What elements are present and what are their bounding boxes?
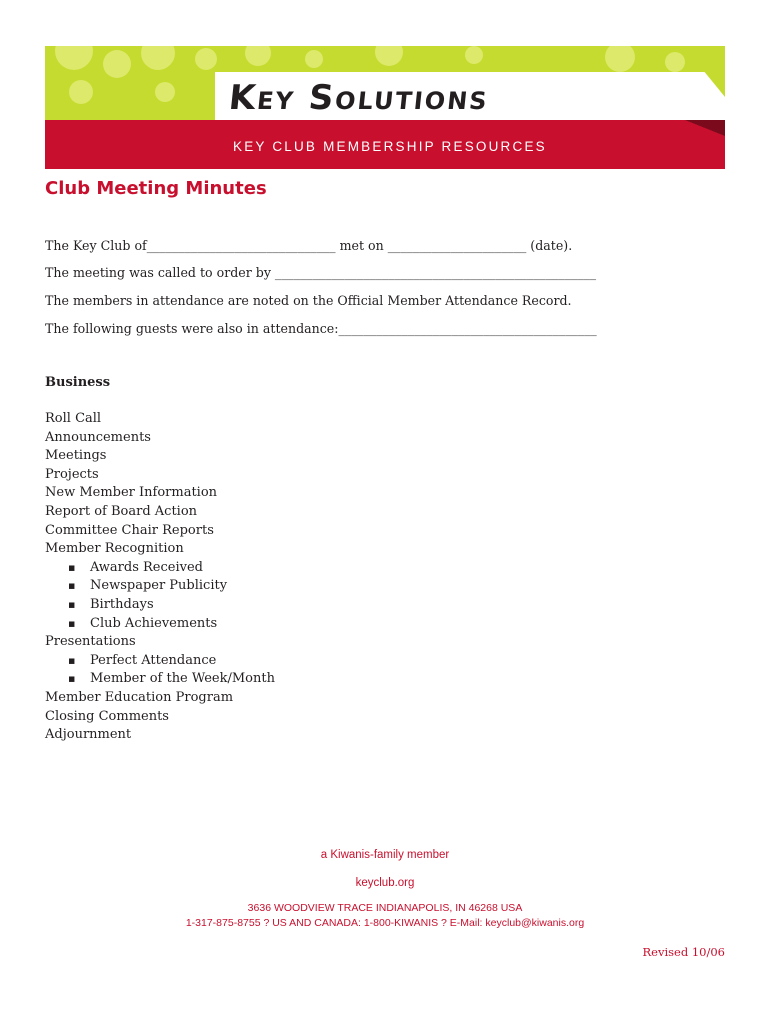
agenda-item: Adjournment [45,727,132,743]
footer-website[interactable]: keyclub.org [355,877,415,889]
footer-tagline: a Kiwanis-family member [320,849,450,861]
agenda-item: Member Education Program [45,689,234,705]
agenda-subitem: ▪ Newspaper Publicity [45,577,275,596]
agenda-item: Meetings [45,448,107,464]
banner-subtitle: KEY CLUB MEMBERSHIP RESOURCES [233,139,547,154]
agenda-item: Projects [45,466,99,482]
agenda-list [45,410,275,745]
key-solutions-logo: Key Solutions [226,78,491,118]
agenda-subitem: ▪ Birthdays [45,596,275,615]
called-to-order-line: The meeting was called to order by ___________________________________________________ [45,265,597,280]
agenda-subitem: ▪ Awards Received [45,559,275,578]
agenda-subitem: ▪ Club Achievements [45,615,275,634]
page-title: Club Meeting Minutes [45,178,267,199]
agenda-subitem: ▪ Perfect Attendance [45,652,275,671]
attendance-line: The members in attendance are noted on the Official Member Attendance Record. [45,293,572,308]
agenda-subitem: ▪ Member of the Week/Month [45,670,275,689]
footer-address: 3636 WOODVIEW TRACE INDIANAPOLIS, IN 46268 USA [247,902,523,914]
footer-contact: 1-317-875-8755 ? US AND CANADA: 1-800-KIWANIS ? E-Mail: keyclub@kiwanis.org [185,917,585,929]
agenda-item: Committee Chair Reports [45,522,214,538]
agenda-item: New Member Information [45,485,218,501]
agenda-item: Announcements [45,429,151,445]
agenda-item: Roll Call [45,411,102,426]
header-banner [45,46,725,169]
agenda-item: Closing Comments [45,708,169,724]
agenda-item: Member Recognition [45,541,184,557]
agenda-item: Report of Board Action [45,503,198,519]
revised-date: Revised 10/06 [642,945,725,959]
club-name-line: The Key Club of______________________________ met on ______________________ (date). [45,238,573,253]
agenda-item: Presentations [45,634,136,650]
guests-line: The following guests were also in attendance:_________________________________________ [45,321,597,336]
business-heading: Business [45,375,111,390]
